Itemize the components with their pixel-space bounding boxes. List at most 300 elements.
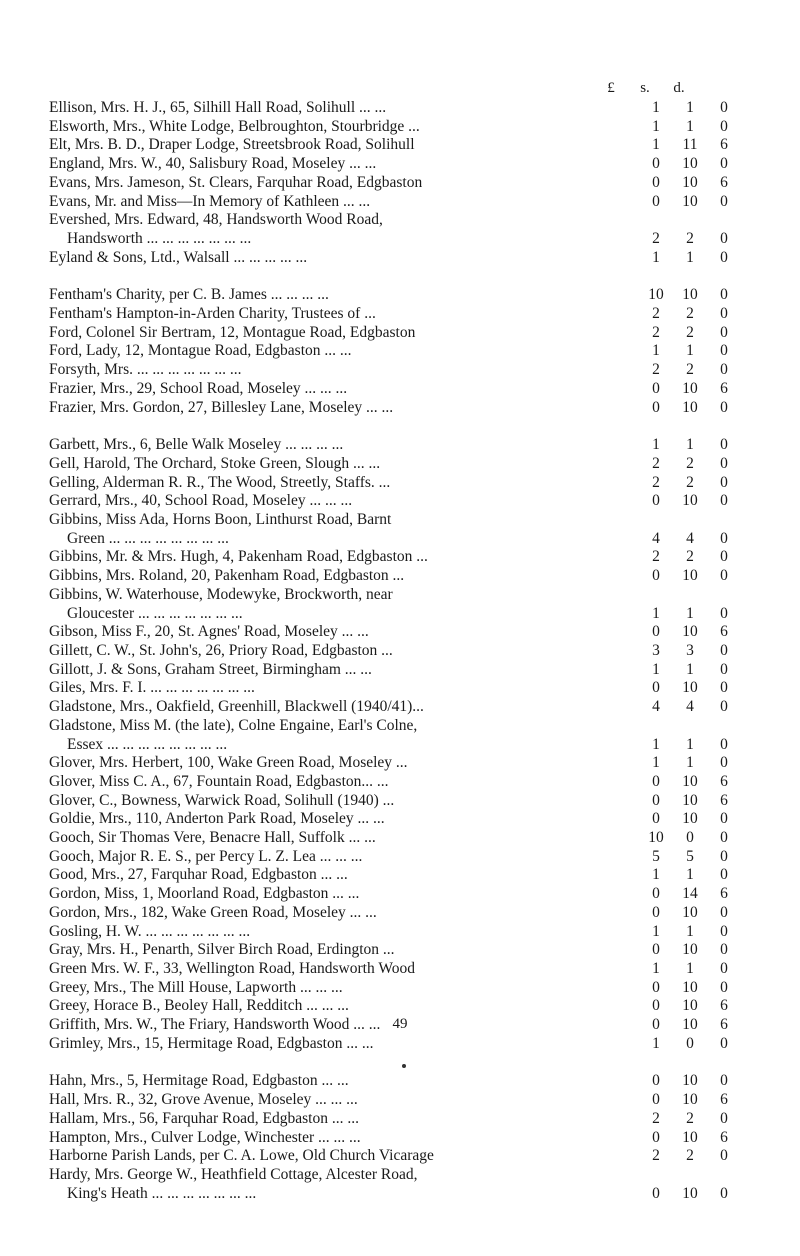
shillings-value: 10 [682,791,698,809]
entry-name: Ford, Colonel Sir Bertram, 12, Montague Road, Edgbaston [49,323,416,341]
shillings-value: 10 [682,978,698,996]
pence-value: 0 [720,473,728,491]
entry-row [49,829,769,848]
entry-name: Gelling, Alderman R. R., The Wood, Streetly, Staffs. ... [49,473,391,491]
entry-name: Frazier, Mrs. Gordon, 27, Billesley Lane, Moseley ... ... [49,398,394,416]
pence-value: 0 [720,679,728,697]
pence-value: 6 [720,885,728,903]
shillings-value: 10 [682,810,698,828]
entry-amount [641,736,769,755]
entry-row [49,904,769,923]
shillings-value: 14 [682,885,698,903]
shillings-value: 10 [682,492,698,510]
entry-name: Fentham's Hampton-in-Arden Charity, Trustees of ... [49,305,376,323]
entry-amount [641,1129,769,1148]
pounds-value: 10 [648,286,664,304]
pence-value: 0 [720,903,728,921]
entry-row [49,136,769,155]
entry-name: Greey, Horace B., Beoley Hall, Redditch ... ... ... [49,997,349,1015]
entry-name: Glover, Mrs. Herbert, 100, Wake Green Road, Moseley ... [49,754,408,772]
entry-row [49,698,769,717]
shillings-value: 10 [682,903,698,921]
entry-row [49,230,769,249]
entry-amount [641,698,769,717]
entry-name: Gerrard, Mrs., 40, School Road, Moseley ... ... ... [49,492,353,510]
entry-amount [641,361,769,380]
shillings-value: 1 [686,99,694,117]
entry-name: Ford, Lady, 12, Montague Road, Edgbaston ... ... [49,342,352,360]
entry-row [49,1110,769,1129]
shillings-value: 1 [686,735,694,753]
entry-row [49,155,769,174]
pence-value: 0 [720,604,728,622]
entry-amount [641,1147,769,1166]
pounds-value: 0 [652,997,660,1015]
entry-row [49,305,769,324]
entry-name: Goldie, Mrs., 110, Anderton Park Road, Moseley ... ... [49,810,385,828]
pounds-value: 4 [652,529,660,547]
entry-name: Evans, Mr. and Miss—In Memory of Kathleen ... ... [49,192,371,210]
entry-row [49,474,769,493]
entry-name: Gibbins, W. Waterhouse, Modewyke, Brockworth, near [49,585,393,603]
pence-value: 0 [720,248,728,266]
shillings-value: 1 [686,342,694,360]
pounds-value: 0 [652,1072,660,1090]
shillings-value: 1 [686,248,694,266]
pounds-value: 0 [652,173,660,191]
pounds-value: 0 [652,772,660,790]
shillings-value: 2 [686,1147,694,1165]
shillings-value: 10 [682,941,698,959]
pounds-value: 2 [652,548,660,566]
entry-row [49,717,769,736]
pence-value: 0 [720,286,728,304]
pence-value: 6 [720,1128,728,1146]
pounds-value: 1 [652,117,660,135]
entry-amount [641,997,769,1016]
entry-row [49,605,769,624]
pounds-value: 0 [652,1091,660,1109]
entry-row [49,1035,769,1054]
shillings-value: 10 [682,1091,698,1109]
entry-amount [641,342,769,361]
entry-name-continuation: Handsworth ... ... ... ... ... ... ... [67,229,252,247]
pounds-value: 1 [652,604,660,622]
shillings-value: 2 [686,548,694,566]
entry-name: Hardy, Mrs. George W., Heathfield Cottage, Alcester Road, [49,1165,418,1183]
shillings-value: 10 [682,155,698,173]
pence-value: 0 [720,529,728,547]
entry-group [49,436,769,1053]
pounds-value: 2 [652,361,660,379]
entry-amount [641,324,769,343]
pence-value: 6 [720,173,728,191]
entry-name: Gillett, C. W., St. John's, 26, Priory Road, Edgbaston ... [49,641,393,659]
entry-name: Harborne Parish Lands, per C. A. Lowe, Old Church Vicarage [49,1147,434,1165]
subscriber-list [49,99,769,1222]
entry-amount [641,1110,769,1129]
entry-row [49,773,769,792]
pounds-value: 0 [652,810,660,828]
shillings-value: 11 [682,136,698,154]
entry-row [49,979,769,998]
entry-amount [641,286,769,305]
shillings-value: 10 [682,173,698,191]
shillings-value: 1 [686,604,694,622]
shillings-value: 10 [682,772,698,790]
pounds-value: 2 [652,1109,660,1127]
entry-name: Hallam, Mrs., 56, Farquhar Road, Edgbaston ... ... [49,1109,359,1127]
entry-row [49,380,769,399]
shillings-value: 10 [682,623,698,641]
pence-value: 0 [720,342,728,360]
pounds-value: 1 [652,922,660,940]
entry-row [49,361,769,380]
entry-amount [641,1185,769,1204]
entry-row [49,249,769,268]
entry-row [49,736,769,755]
entry-name: Gillott, J. & Sons, Graham Street, Birmingham ... ... [49,660,372,678]
pounds-value: 0 [652,398,660,416]
entry-name: Elt, Mrs. B. D., Draper Lodge, Streetsbrook Road, Solihull [49,136,415,154]
pence-value: 0 [720,1147,728,1165]
pounds-value: 5 [652,847,660,865]
entry-row [49,997,769,1016]
shillings-value: 2 [686,305,694,323]
entry-name: Hall, Mrs. R., 32, Grove Avenue, Moseley ... ... ... [49,1091,358,1109]
pounds-value: 0 [652,567,660,585]
entry-name: Evans, Mrs. Jameson, St. Clears, Farquhar Road, Edgbaston [49,173,423,191]
entry-amount [641,923,769,942]
entry-amount [641,679,769,698]
pounds-value: 0 [652,978,660,996]
shillings-value: 10 [682,1072,698,1090]
pence-value: 0 [720,829,728,847]
entry-amount [641,155,769,174]
entry-name: Elsworth, Mrs., White Lodge, Belbroughton, Stourbridge ... [49,117,420,135]
page-number: 49 [392,1016,408,1032]
pounds-value: 2 [652,305,660,323]
pence-value: 0 [720,1109,728,1127]
shillings-value: 1 [686,922,694,940]
entry-amount [641,249,769,268]
pounds-value: 1 [652,866,660,884]
entry-row [49,548,769,567]
entry-name: Green Mrs. W. F., 33, Wellington Road, Handsworth Wood [49,959,415,977]
pounds-value: 2 [652,473,660,491]
entry-name: Gooch, Sir Thomas Vere, Benacre Hall, Suffolk ... ... [49,829,376,847]
pounds-value: 0 [652,885,660,903]
entry-row [49,810,769,829]
entry-name: Gladstone, Mrs., Oakfield, Greenhill, Blackwell (1940/41)... [49,698,424,716]
pounds-value: 0 [652,379,660,397]
dot-mark [402,1064,406,1068]
shillings-value: 2 [686,454,694,472]
pounds-value: 0 [652,1184,660,1202]
entry-amount [641,904,769,923]
pence-value: 6 [720,1016,728,1034]
entry-name: Garbett, Mrs., 6, Belle Walk Moseley ... ... ... ... [49,436,344,454]
pounds-value: 1 [652,754,660,772]
entry-name: Gibbins, Mr. & Mrs. Hugh, 4, Pakenham Road, Edgbaston ... [49,548,428,566]
entry-amount [641,567,769,586]
pounds-value: 0 [652,155,660,173]
entry-name: Good, Mrs., 27, Farquhar Road, Edgbaston ... ... [49,866,348,884]
entry-row [49,342,769,361]
shillings-value: 10 [682,1128,698,1146]
pence-value: 0 [720,698,728,716]
entry-row [49,661,769,680]
entry-group [49,1072,769,1203]
entry-name-continuation: King's Heath ... ... ... ... ... ... ... [67,1184,257,1202]
entry-row [49,492,769,511]
entry-amount [641,399,769,418]
pence-value: 0 [720,866,728,884]
pence-value: 0 [720,941,728,959]
pounds-value: 10 [648,829,664,847]
pence-value: 6 [720,136,728,154]
entry-amount [641,829,769,848]
pence-value: 0 [720,567,728,585]
entry-name: Hampton, Mrs., Culver Lodge, Winchester ... ... ... [49,1128,361,1146]
shillings-value: 2 [686,473,694,491]
pence-value: 0 [720,192,728,210]
pence-value: 0 [720,155,728,173]
entry-name: Gell, Harold, The Orchard, Stoke Green, Slough ... ... [49,454,381,472]
entry-group [49,99,769,267]
pounds-value: 0 [652,903,660,921]
pounds-value: 0 [652,623,660,641]
pounds-value: 1 [652,248,660,266]
pounds-value: 2 [652,323,660,341]
shillings-value: 10 [682,1184,698,1202]
entry-row [49,885,769,904]
pounds-value: 1 [652,959,660,977]
entry-row [49,455,769,474]
entry-row [49,960,769,979]
entry-name-continuation: Essex ... ... ... ... ... ... ... ... [67,735,228,753]
pounds-value: 2 [652,454,660,472]
pounds-value: 3 [652,642,660,659]
pence-value: 6 [720,1091,728,1109]
pounds-header: £ [607,80,615,96]
entry-row [49,623,769,642]
pence-value: 0 [720,810,728,828]
shillings-header: s. [640,80,650,96]
entry-amount [641,530,769,549]
entry-row [49,174,769,193]
entry-row [49,586,769,605]
shillings-value: 0 [686,1034,694,1052]
pounds-value: 1 [652,99,660,117]
shillings-value: 3 [686,642,694,659]
pence-value: 0 [720,361,728,379]
entry-amount [641,623,769,642]
entry-row [49,324,769,343]
entry-amount [641,810,769,829]
entry-amount [641,380,769,399]
entry-name: Frazier, Mrs., 29, School Road, Moseley ... ... ... [49,379,348,397]
entry-amount [641,960,769,979]
pence-header: d. [673,80,685,96]
shillings-value: 10 [682,192,698,210]
entry-name: Giles, Mrs. F. I. ... ... ... ... ... ... ... [49,679,255,697]
pounds-value: 2 [652,1147,660,1165]
entry-name-continuation: Gloucester ... ... ... ... ... ... ... [67,604,243,622]
pounds-value: 0 [652,791,660,809]
entry-name: Gordon, Miss, 1, Moorland Road, Edgbaston ... ... [49,885,360,903]
currency-column-headers [0,80,800,100]
entry-amount [641,605,769,624]
shillings-value: 4 [686,698,694,716]
entry-name: Glover, Miss C. A., 67, Fountain Road, Edgbaston... ... [49,772,389,790]
entry-row [49,1166,769,1185]
pence-value: 0 [720,660,728,678]
pounds-value: 1 [652,735,660,753]
entry-row [49,754,769,773]
pence-value: 0 [720,754,728,772]
entry-row [49,792,769,811]
shillings-value: 10 [682,997,698,1015]
entry-name: Gordon, Mrs., 182, Wake Green Road, Moseley ... ... [49,903,377,921]
shillings-value: 10 [682,679,698,697]
pounds-value: 1 [652,436,660,454]
pounds-value: 0 [652,1128,660,1146]
entry-amount [641,792,769,811]
pence-value: 6 [720,623,728,641]
pence-value: 0 [720,922,728,940]
entry-row [49,193,769,212]
entry-amount [641,941,769,960]
pence-value: 0 [720,1072,728,1090]
pence-value: 0 [720,1184,728,1202]
entry-row [49,530,769,549]
pence-value: 0 [720,117,728,135]
entry-amount [641,754,769,773]
pence-value: 0 [720,99,728,117]
shillings-value: 4 [686,529,694,547]
entry-name: Gooch, Major R. E. S., per Percy L. Z. Lea ... ... ... [49,847,363,865]
shillings-value: 2 [686,229,694,247]
entry-row [49,286,769,305]
entry-row [49,118,769,137]
entry-name-continuation: Green ... ... ... ... ... ... ... ... [67,529,229,547]
pounds-value: 0 [652,679,660,697]
shillings-value: 1 [686,959,694,977]
entry-row [49,567,769,586]
shillings-value: 2 [686,1109,694,1127]
entry-row [49,866,769,885]
entry-amount [641,305,769,324]
pence-value: 0 [720,847,728,865]
entry-name: Evershed, Mrs. Edward, 48, Handsworth Wood Road, [49,211,383,229]
entry-name: Glover, C., Bowness, Warwick Road, Solihull (1940) ... [49,791,395,809]
entry-amount [641,1016,769,1035]
entry-row [49,511,769,530]
entry-row [49,848,769,867]
entry-row [49,941,769,960]
pence-value: 0 [720,978,728,996]
shillings-value: 5 [686,847,694,865]
pence-value: 6 [720,772,728,790]
shillings-value: 0 [686,829,694,847]
entry-row [49,211,769,230]
entry-row [49,99,769,118]
pence-value: 6 [720,791,728,809]
shillings-value: 1 [686,660,694,678]
pounds-value: 0 [652,192,660,210]
pence-value: 0 [720,398,728,416]
entry-name: Grimley, Mrs., 15, Hermitage Road, Edgbaston ... ... [49,1034,374,1052]
pounds-value: 1 [652,1034,660,1052]
entry-amount [641,773,769,792]
pence-value: 0 [720,735,728,753]
entry-amount [641,885,769,904]
pence-value: 0 [720,642,728,659]
entry-amount [641,474,769,493]
shillings-value: 2 [686,323,694,341]
pounds-value: 0 [652,1016,660,1034]
entry-amount [641,174,769,193]
shillings-value: 1 [686,436,694,454]
entry-amount [641,1091,769,1110]
pounds-value: 2 [652,229,660,247]
entry-row [49,1129,769,1148]
shillings-value: 2 [686,361,694,379]
entry-amount [641,99,769,118]
entry-amount [641,848,769,867]
entry-amount [641,979,769,998]
pence-value: 0 [720,1034,728,1052]
entry-name: Eyland & Sons, Ltd., Walsall ... ... ... ... ... [49,248,308,266]
entry-amount [641,136,769,155]
shillings-value: 1 [686,754,694,772]
entry-row [49,1185,769,1204]
entry-group [49,286,769,417]
entry-amount [641,661,769,680]
entry-row [49,399,769,418]
entry-amount [641,1035,769,1054]
entry-row [49,679,769,698]
pence-value: 0 [720,323,728,341]
entry-amount [641,548,769,567]
entry-name: Gladstone, Miss M. (the late), Colne Engaine, Earl's Colne, [49,716,418,734]
pence-value: 0 [720,454,728,472]
entry-row [49,1091,769,1110]
entry-amount [641,492,769,511]
entry-row [49,1072,769,1091]
entry-name: Ellison, Mrs. H. J., 65, Silhill Hall Road, Solihull ... ... [49,99,387,116]
entry-row [49,923,769,942]
pounds-value: 4 [652,698,660,716]
entry-name: Gibbins, Miss Ada, Horns Boon, Linthurst Road, Barnt [49,511,392,529]
entry-name: England, Mrs. W., 40, Salisbury Road, Moseley ... ... [49,155,377,173]
entry-name: Gibbins, Mrs. Roland, 20, Pakenham Road, Edgbaston ... [49,567,405,585]
entry-amount [641,642,769,661]
entry-name: Hahn, Mrs., 5, Hermitage Road, Edgbaston ... ... [49,1072,349,1090]
shillings-value: 10 [682,379,698,397]
entry-row [49,642,769,661]
entry-amount [641,230,769,249]
entry-name: Fentham's Charity, per C. B. James ... ... ... ... [49,286,329,304]
shillings-value: 10 [682,398,698,416]
pounds-value: 0 [652,941,660,959]
entry-name: Forsyth, Mrs. ... ... ... ... ... ... ... [49,361,242,379]
entry-amount [641,436,769,455]
pounds-value: 0 [652,492,660,510]
shillings-value: 10 [682,286,698,304]
pence-value: 0 [720,492,728,510]
